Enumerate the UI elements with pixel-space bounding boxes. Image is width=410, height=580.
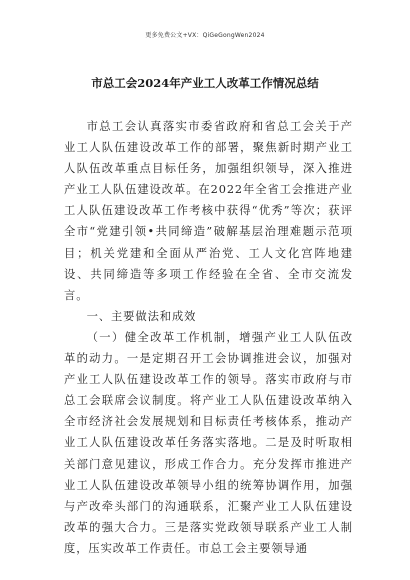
header-note: 更多免费公文+VX：QiGeGongWen2024 (145, 32, 265, 39)
paragraph-intro: 市总工会认真落实市委省政府和省总工会关于产业工人队伍建设改革工作的部署，聚焦新时期产业工人队伍改革重点目标任务，加强组织领导，深入推进产业工人队伍建设改革。在2022年全省工会推进产业工人队伍建设改革工作考核中获得“优秀”等次；获评全市“党建引领•共同缔造”破解基层治理难题示范项目；机关党建和全面从严治党、工人文化宫阵地建设、共同缔造等多项工作经验在全省、全市交流发言。 (64, 120, 353, 302)
document-body (64, 116, 353, 559)
page-title: 市总工会2024年产业工人改革工作情况总结 (91, 76, 319, 90)
section-heading: 一、主要做法和成效 (86, 309, 197, 323)
paragraph-mechanism: （一）健全改革工作机制，增强产业工人队伍改革的动力。一是定期召开工会协调推进会议，加强对产业工人队伍建设改革工作的领导。落实市政府与市总工会联席会议制度。将产业工人队伍建设改革纳入全市经济社会发展规划和目标责任考核体系，推动产业工人队伍建设改革任务落实落地。二是及时听取相关部门意见建议，形成工作合力。充分发挥市推进产业工人队伍建设改革领导小组的统筹协调作用，加强与产改牵头部门的沟通联系，汇聚产业工人队伍建设改革的强大合力。三是落实党政领导联系产业工人制度，压实改革工作责任。市总工会主要领导通 (64, 330, 353, 555)
